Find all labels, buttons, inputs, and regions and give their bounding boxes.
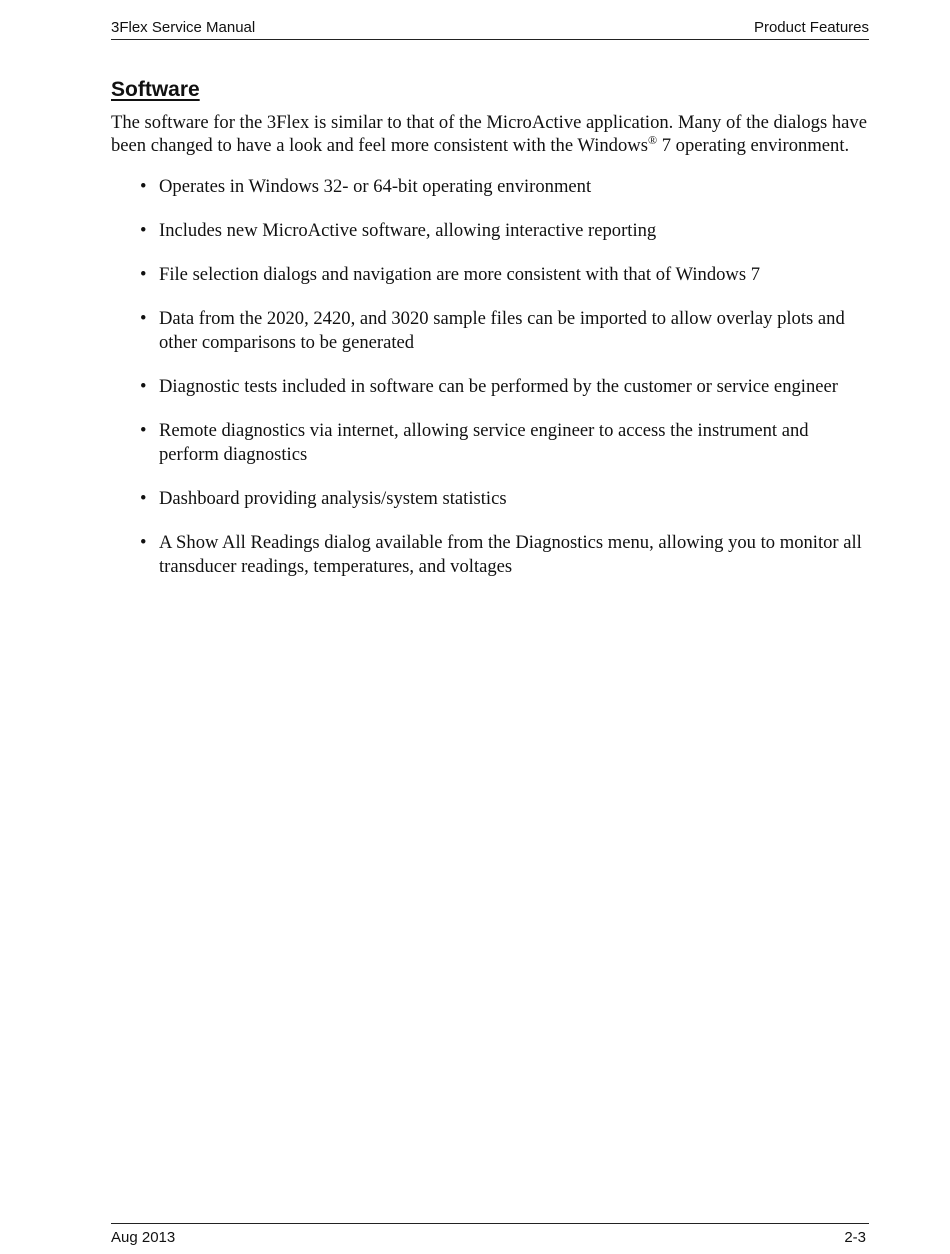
feature-list-item [111, 531, 869, 579]
bullet-icon: • [140, 420, 147, 441]
footer-date: Aug 2013 [111, 1229, 176, 1246]
feature-list-item [111, 219, 869, 243]
running-footer [111, 1223, 869, 1248]
section-title: Software [111, 78, 200, 101]
running-header [111, 17, 869, 40]
page-number: 2-3 [844, 1229, 866, 1246]
feature-text: A Show All Readings dialog available from the Diagnostics menu, allowing you to monitor all transducer readings, temperatures, and voltages [159, 532, 862, 577]
feature-list-item [111, 419, 869, 467]
intro-paragraph [111, 111, 869, 157]
feature-text: Includes new MicroActive software, allowing interactive reporting [159, 220, 657, 241]
feature-text: Data from the 2020, 2420, and 3020 sample files can be imported to allow overlay plots and other comparisons to be generated [159, 308, 845, 353]
feature-list-item [111, 175, 869, 199]
feature-list-item [111, 263, 869, 287]
bullet-icon: • [140, 264, 147, 285]
bullet-icon: • [140, 220, 147, 241]
intro-text-end: 7 operating environment. [657, 135, 850, 156]
feature-list-item [111, 487, 869, 511]
bullet-icon: • [140, 376, 147, 397]
bullet-icon: • [140, 308, 147, 329]
feature-list [111, 175, 869, 599]
feature-text: File selection dialogs and navigation are more consistent with that of Windows 7 [159, 264, 761, 285]
feature-text: Remote diagnostics via internet, allowing service engineer to access the instrument and perform diagnostics [159, 420, 809, 465]
feature-text: Dashboard providing analysis/system statistics [159, 488, 507, 509]
feature-text: Operates in Windows 32- or 64-bit operating environment [159, 176, 592, 197]
header-manual-title: 3Flex Service Manual [111, 19, 256, 36]
bullet-icon: • [140, 176, 147, 197]
bullet-icon: • [140, 532, 147, 553]
feature-text: Diagnostic tests included in software can be performed by the customer or service engineer [159, 376, 838, 397]
header-chapter-title: Product Features [753, 19, 869, 36]
feature-list-item [111, 375, 869, 399]
intro-text: The software for the 3Flex is similar to that of the MicroActive application. Many of the dialogs have been changed to have a look and feel more consistent with the Windows [111, 112, 867, 156]
feature-list-item [111, 307, 869, 355]
bullet-icon: • [140, 488, 147, 509]
registered-mark: ® [647, 133, 658, 147]
